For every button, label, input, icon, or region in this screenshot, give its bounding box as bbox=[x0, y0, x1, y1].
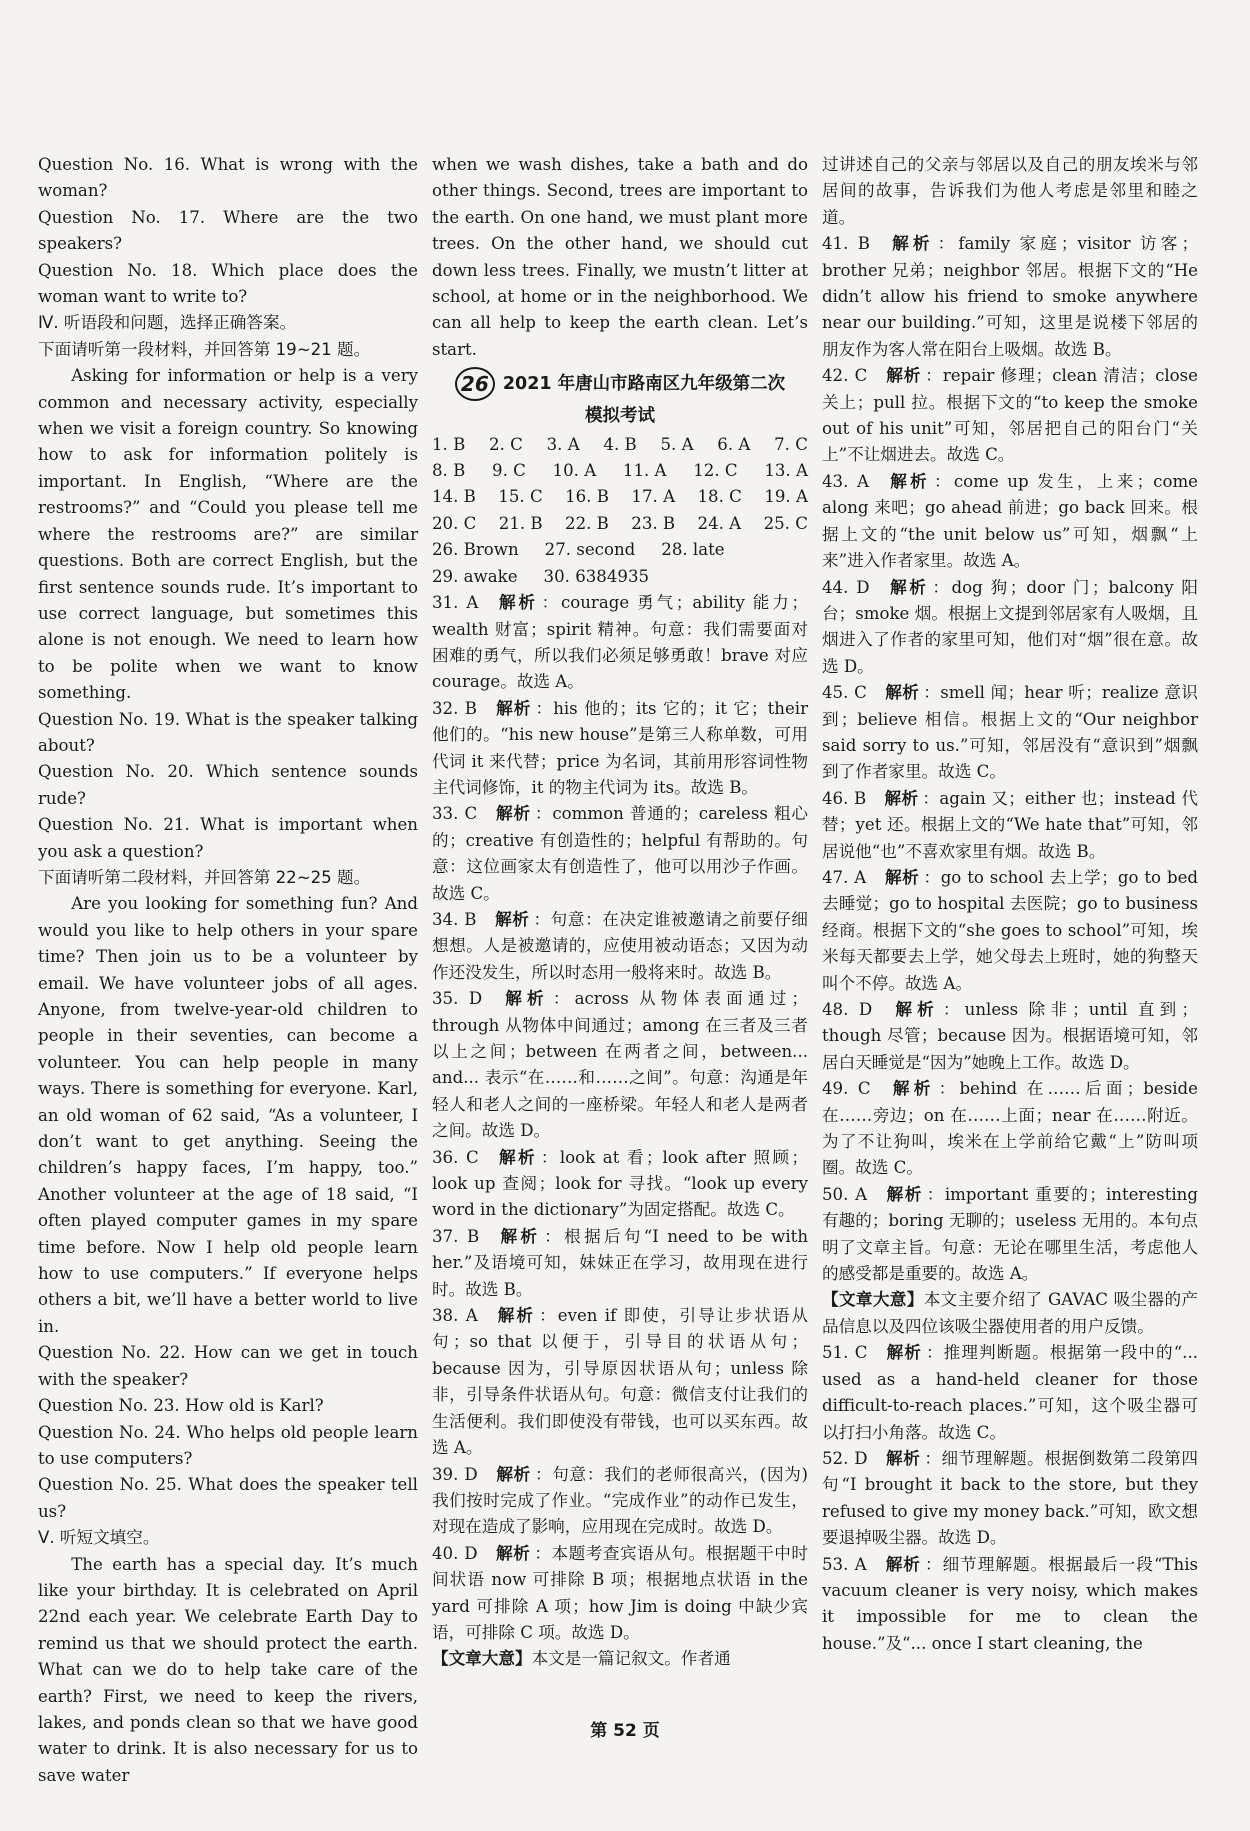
column-middle bbox=[432, 152, 808, 1673]
explanation-text: family 家庭；visitor 访客；brother 兄弟；neighbor 邻居。根据下文的“He didn’t allow his friend to smoke anywhere near our building.”可知，这里是说楼下邻居的朋友作为客人常在阳台上吸烟。故选 B。 bbox=[822, 234, 1199, 359]
colon-separator: ： bbox=[534, 804, 553, 824]
answer-row bbox=[432, 511, 808, 537]
explanation-item bbox=[432, 1145, 808, 1224]
colon-separator: ： bbox=[534, 1464, 553, 1484]
answer-cell: 6. A bbox=[717, 434, 751, 454]
question-25: Question No. 25. What does the speaker tell us? bbox=[38, 1475, 418, 1521]
explanation-item bbox=[822, 786, 1198, 865]
answer-cell: 5. A bbox=[660, 434, 694, 454]
answer-cell: 15. C bbox=[498, 487, 543, 507]
explanation-text: come up 发生，上来；come along 来吧；go ahead 前进；go back 回来。根据上文的“the unit below us”可知，烟飘“上来”进入作者家里。故选 A。 bbox=[822, 471, 1199, 571]
answer-row bbox=[432, 484, 808, 510]
answer-cell: 7. C bbox=[774, 434, 808, 454]
colon-separator: ： bbox=[544, 1226, 565, 1246]
passage-earth-day-continued: when we wash dishes, take a bath and do other things. Second, trees are important to the earth. On one hand, we must plant more trees. On the other hand, we should cut down less trees. Finally, we mustn’t litter at school, at home or in the neighborhood. We can all help to keep the earth clean. Let’s start. bbox=[432, 155, 808, 359]
section-iv-heading: Ⅳ. 听语段和问题，选择正确答案。 bbox=[38, 313, 297, 333]
passage-volunteer: Are you looking for something fun? And would you like to help others in your spare time? Then join us to be a volunteer by email. We have volunteer jobs of all ages. Anyone, from twelve-year-old children to people in their seventies, can become a volunteer. You can help people in many ways. There is something for everyone. Karl, an old woman of 62 said, “As a volunteer, I don’t want to get anything. Seeing the children’s happy faces, I’m happy, too.” Another volunteer at the age of 18 said, “I often played computer games in my spare time before. Now I help old people learn how to use computers.” If everyone helps others a bit, we’ll have a better world to live in. bbox=[38, 894, 418, 1336]
explanation-text: behind 在……后面；beside 在……旁边；on 在……上面；near 在……附近。为了不让狗叫，埃米在上学前给它戴“上”防叫项圈。故选 C。 bbox=[822, 1079, 1199, 1178]
explanation-item bbox=[432, 1303, 808, 1461]
answer-number: 49. C bbox=[822, 1079, 871, 1099]
answer-number: 45. C bbox=[822, 683, 867, 703]
explanation-label: 解析 bbox=[885, 1343, 922, 1363]
answer-number: 46. B bbox=[822, 788, 867, 808]
explanation-text: repair 修理；clean 清洁；close 关上；pull 拉。根据下文的“to keep the smoke out of his unit”可知，邻居把自己的阳台门“关上”不让烟进去。故选 C。 bbox=[822, 366, 1198, 465]
answer-cell: 17. A bbox=[631, 487, 676, 507]
explanation-text: important 重要的；interesting 有趣的；boring 无聊的；useless 无用的。本句点明了文章主旨。句意：无论在哪里生活，考虑他人的感受都是重要的。故选 A。 bbox=[822, 1184, 1198, 1284]
question-22: Question No. 22. How can we get in touch with the speaker? bbox=[38, 1343, 418, 1389]
answer-number: 37. B bbox=[432, 1226, 480, 1246]
answer-cell: 24. A bbox=[697, 513, 742, 533]
answer-number: 43. A bbox=[822, 471, 869, 491]
explanation-text: 根据后句“I need to be with her.”及语境可知，妹妹正在学习，故用现在进行时。故选 B。 bbox=[432, 1226, 809, 1299]
explanation-item bbox=[432, 986, 808, 1144]
colon-separator: ： bbox=[932, 577, 952, 597]
column-right bbox=[822, 152, 1198, 1657]
answer-cell: 26. Brown bbox=[432, 540, 519, 560]
colon-separator: ： bbox=[923, 867, 941, 887]
explanation-item bbox=[822, 1446, 1198, 1552]
explanation-text: 句意：在决定谁被邀请之前要仔细想想。人是被邀请的，应使用被动语态；又因为动作还没发生，所以时态用一般将来时。故选 B。 bbox=[432, 909, 809, 982]
answer-cell: 18. C bbox=[697, 487, 742, 507]
article-summary-right bbox=[822, 1287, 1198, 1340]
answer-number: 36. C bbox=[432, 1147, 479, 1167]
explanation-text: smell 闻；hear 听；realize 意识到；believe 相信。根据上文的“Our neighbor said sorry to us.”可知，邻居没有“意识到”烟飘到了作者家里。故选 C。 bbox=[822, 683, 1198, 782]
question-19: Question No. 19. What is the speaker talking about? bbox=[38, 709, 418, 755]
explanation-text: courage 勇气；ability 能力；wealth 财富；spirit 精神。句意：我们需要面对困难的勇气，所以我们必须足够勇敢！brave 对应 courage。故选 A。 bbox=[432, 593, 808, 692]
explanation-text: 本题考查宾语从句。根据题干中时间状语 now 可排除 B 项；根据地点状语 in the yard 可排除 A 项；how Jim is doing 中缺少宾语，可排除 C 项。故选 D。 bbox=[432, 1543, 809, 1642]
explanation-text: common 普通的；careless 粗心的；creative 有创造性的；helpful 有帮助的。句意：这位画家太有创造性了，他可以用沙子作画。故选 C。 bbox=[432, 804, 809, 903]
explanation-label: 解析 bbox=[885, 1184, 923, 1204]
colon-separator: ： bbox=[924, 1448, 942, 1468]
explanation-label: 解析 bbox=[886, 471, 930, 491]
explanation-text: again 又；either 也；instead 代替；yet 还。根据上文的“We hate that”可知，邻居说他“也”不喜欢家里有烟。故选 B。 bbox=[822, 788, 1199, 861]
answer-number: 32. B bbox=[432, 698, 477, 718]
explanation-label: 解析 bbox=[890, 1000, 939, 1019]
summary-label: 【文章大意】 bbox=[822, 1290, 924, 1310]
explanation-item bbox=[822, 231, 1198, 363]
explanation-label: 解析 bbox=[887, 577, 929, 597]
explanation-label: 解析 bbox=[495, 804, 531, 824]
explanation-text: look at 看；look after 照顾；look up 查阅；look for 寻找。“look up every word in the dictionary”为固定搭配。故选 C。 bbox=[432, 1147, 808, 1220]
answer-cell: 4. B bbox=[603, 434, 637, 454]
explanation-label: 解析 bbox=[885, 366, 922, 386]
listening-instruction-1: 下面请听第一段材料，并回答第 19~21 题。 bbox=[38, 339, 371, 359]
summary-label: 【文章大意】 bbox=[432, 1649, 532, 1669]
explanation-text: across 从物体表面通过；through 从物体中间通过；among 在三者及三者以上之间；between 在两者之间，between... and... 表示“在……和……之间”。句意：沟通是年轻人和老人之间的一座桥梁。年轻人和老人是两者之间。故选 D。 bbox=[432, 989, 809, 1141]
section-v-heading: Ⅴ. 听短文填空。 bbox=[38, 1528, 160, 1548]
answer-row bbox=[432, 537, 808, 563]
question-21: Question No. 21. What is important when you ask a question? bbox=[38, 815, 418, 861]
explanation-item bbox=[432, 590, 808, 696]
colon-separator: ： bbox=[937, 234, 959, 254]
answer-number: 44. D bbox=[822, 577, 870, 597]
exam-heading bbox=[432, 367, 808, 401]
explanation-item bbox=[432, 1541, 808, 1647]
answer-number: 34. B bbox=[432, 909, 477, 929]
explanation-item bbox=[432, 907, 808, 986]
explanation-item bbox=[432, 801, 808, 907]
answer-cell: 27. second bbox=[544, 540, 636, 560]
answer-cell: 14. B bbox=[432, 487, 476, 507]
answer-cell: 1. B bbox=[432, 434, 466, 454]
page-number: 第 52 页 bbox=[590, 1721, 660, 1741]
summary-text: 本文是一篇记叙文。作者通 bbox=[531, 1649, 731, 1669]
explanation-label: 解析 bbox=[494, 909, 530, 929]
explanation-label: 解析 bbox=[495, 1306, 536, 1326]
answer-cell: 21. B bbox=[498, 513, 543, 533]
answer-number: 41. B bbox=[822, 234, 870, 254]
answer-cell: 11. A bbox=[622, 461, 667, 481]
answer-number: 38. A bbox=[432, 1306, 478, 1326]
answer-cell: 30. 6384935 bbox=[543, 566, 650, 586]
passage-asking-for-help: Asking for information or help is a very common and necessary activity, especially when we visit a foreign country. So knowing how to ask for information politely is important. In English, “Where are the restrooms?” and “Could you please tell me where the restrooms are?” are similar questions. Both are correct English, but the first sentence sounds rude. It’s important to use correct language, but sometimes this alone is not enough. We need to learn how to be polite when we want to know something. bbox=[38, 366, 418, 703]
question-17: Question No. 17. Where are the two speakers? bbox=[38, 207, 418, 254]
explanation-list-right-a bbox=[822, 231, 1198, 1287]
answer-cell: 29. awake bbox=[432, 566, 518, 586]
question-23: Question No. 23. How old is Karl? bbox=[38, 1396, 324, 1416]
explanation-item bbox=[822, 680, 1198, 786]
question-24: Question No. 24. Who helps old people learn to use computers? bbox=[38, 1422, 418, 1468]
explanation-label: 解析 bbox=[884, 788, 919, 808]
column-left bbox=[38, 152, 418, 1789]
answer-cell: 3. A bbox=[546, 434, 580, 454]
explanation-text: 细节理解题。根据最后一段“This vacuum cleaner is very noisy, which makes it impossible for me to clean the house.”及“... once I start cleaning, the bbox=[822, 1554, 1199, 1653]
explanation-label: 解析 bbox=[884, 1554, 921, 1574]
answer-row bbox=[432, 564, 808, 590]
explanation-label: 解析 bbox=[495, 1464, 531, 1484]
explanation-label: 解析 bbox=[885, 1448, 921, 1468]
answer-cell: 12. C bbox=[693, 461, 738, 481]
answer-cell: 25. C bbox=[763, 513, 808, 533]
colon-separator: ： bbox=[541, 593, 561, 613]
colon-separator: ： bbox=[534, 1543, 552, 1563]
passage-earth-day: The earth has a special day. It’s much like your birthday. It is celebrated on April 22nd each year. We celebrate Earth Day to remind us that we should protect the earth. What can we do to help take care of the earth? First, we need to keep the rivers, lakes, and ponds clean so that we have good water to drink. It is also necessary for us to save water bbox=[38, 1554, 418, 1785]
answer-row bbox=[432, 432, 808, 458]
explanation-text: his 他的；its 它的；it 它；their 他们的。“his new house”是第三人称单数，可用代词 it 来代替；price 为名词，其前用形容词性物主代词修饰，it 的物主代词为 its。故选 B。 bbox=[432, 698, 809, 797]
exam-title-line1: 2021 年唐山市路南区九年级第二次 bbox=[502, 374, 786, 395]
colon-separator: ： bbox=[552, 989, 575, 1009]
answer-number: 39. D bbox=[432, 1464, 478, 1484]
explanation-label: 解析 bbox=[884, 867, 920, 887]
explanation-item bbox=[822, 363, 1198, 469]
explanation-item bbox=[432, 696, 808, 802]
answer-cell: 10. A bbox=[552, 461, 597, 481]
explanation-label: 解析 bbox=[494, 698, 532, 718]
colon-separator: ： bbox=[533, 909, 551, 929]
exam-title-line2: 模拟考试 bbox=[585, 406, 655, 427]
listening-instruction-2: 下面请听第二段材料，并回答第 22~25 题。 bbox=[38, 867, 371, 887]
answer-number: 51. C bbox=[822, 1343, 868, 1363]
colon-separator: ： bbox=[535, 698, 554, 718]
answer-cell: 28. late bbox=[661, 540, 725, 560]
explanation-item bbox=[822, 1552, 1198, 1658]
explanation-label: 解析 bbox=[496, 593, 538, 613]
explanation-text: unless 除非；until 直到；though 尽管；because 因为。根据语境可知，邻居白天睡觉是“因为”她晚上工作。故选 D。 bbox=[822, 1000, 1199, 1072]
explanation-text: dog 狗；door 门；balcony 阳台；smoke 烟。根据上文提到邻居家有人吸烟，且烟进入了作者的家里可知，他们对“烟”很在意。故选 D。 bbox=[822, 577, 1199, 676]
answer-number: 50. A bbox=[822, 1184, 868, 1204]
explanation-label: 解析 bbox=[500, 989, 549, 1009]
answer-number: 31. A bbox=[432, 593, 479, 613]
question-20: Question No. 20. Which sentence sounds rude? bbox=[38, 762, 418, 808]
colon-separator: ： bbox=[925, 366, 943, 386]
explanation-item bbox=[822, 1182, 1198, 1288]
colon-separator: ： bbox=[923, 683, 941, 703]
explanation-label: 解析 bbox=[888, 1079, 935, 1099]
exam-number-badge: 26 bbox=[455, 367, 495, 401]
explanation-item bbox=[822, 997, 1198, 1076]
answer-number: 52. D bbox=[822, 1448, 868, 1468]
answer-cell: 22. B bbox=[565, 513, 609, 533]
explanation-label: 解析 bbox=[884, 683, 920, 703]
colon-separator: ： bbox=[934, 471, 954, 491]
colon-separator: ： bbox=[938, 1079, 960, 1099]
explanation-text: 句意：我们的老师很高兴，(因为)我们按时完成了作业。“完成作业”的动作已发生，对现在造成了影响，应用现在完成时。故选 D。 bbox=[432, 1464, 809, 1537]
answer-row bbox=[432, 458, 808, 484]
explanation-list-middle bbox=[432, 590, 808, 1646]
explanation-text: 细节理解题。根据倒数第二段第四句“I brought it back to the store, but they refused to give my money back.”可知，欧文想要退掉吸尘器。故选 D。 bbox=[822, 1448, 1199, 1548]
colon-separator: ： bbox=[926, 1184, 945, 1204]
answer-number: 53. A bbox=[822, 1554, 867, 1574]
colon-separator: ： bbox=[925, 1343, 944, 1363]
summary-text: 本文主要介绍了 GAVAC 吸尘器的产品信息以及四位该吸尘器使用者的用户反馈。 bbox=[822, 1290, 1199, 1336]
explanation-item bbox=[822, 1076, 1198, 1182]
answer-cell: 20. C bbox=[432, 513, 477, 533]
explanation-text: go to school 去上学；go to bed 去睡觉；go to hospital 去医院；go to business 经商。根据下文的“she goes to school”可知，埃米每天都要去上学，她父母去上班时，她的狗整天叫个不停。故选 A。 bbox=[822, 867, 1199, 993]
question-16: Question No. 16. What is wrong with the woman? bbox=[38, 155, 418, 201]
answer-number: 33. C bbox=[432, 804, 478, 824]
summary-continued: 过讲述自己的父亲与邻居以及自己的朋友埃米与邻居间的故事，告诉我们为他人考虑是邻里和睦之道。 bbox=[822, 155, 1198, 227]
question-18: Question No. 18. Which place does the woman want to write to? bbox=[38, 260, 418, 307]
answer-cell: 2. C bbox=[489, 434, 523, 454]
colon-separator: ： bbox=[922, 788, 940, 808]
explanation-label: 解析 bbox=[495, 1543, 531, 1563]
explanation-label: 解析 bbox=[888, 234, 934, 254]
answer-number: 40. D bbox=[432, 1543, 478, 1563]
explanation-item bbox=[432, 1462, 808, 1541]
explanation-item bbox=[432, 1224, 808, 1303]
explanation-item bbox=[822, 865, 1198, 997]
explanation-list-right-b bbox=[822, 1340, 1198, 1657]
answer-number: 47. A bbox=[822, 867, 867, 887]
answer-number: 48. D bbox=[822, 1000, 873, 1019]
explanation-item bbox=[822, 469, 1198, 575]
explanation-item bbox=[822, 1340, 1198, 1446]
answer-number: 35. D bbox=[432, 989, 483, 1009]
answer-cell: 23. B bbox=[631, 513, 676, 533]
explanation-label: 解析 bbox=[497, 1226, 541, 1246]
answer-cell: 8. B bbox=[432, 461, 466, 481]
answer-cell: 9. C bbox=[492, 461, 526, 481]
colon-separator: ： bbox=[540, 1147, 560, 1167]
answer-key bbox=[432, 432, 808, 590]
colon-separator: ： bbox=[924, 1554, 943, 1574]
explanation-text: even if 即使，引导让步状语从句；so that 以便于，引导目的状语从句；because 因为，引导原因状语从句；unless 除非，引导条件状语从句。句意：微信支付让我们的生活便利。我们即使没有带钱，也可以买东西。故选 A。 bbox=[432, 1306, 809, 1458]
answer-cell: 19. A bbox=[764, 487, 808, 507]
article-summary-middle bbox=[432, 1646, 808, 1672]
answer-cell: 13. A bbox=[764, 461, 808, 481]
colon-separator: ： bbox=[942, 1000, 965, 1019]
explanation-label: 解析 bbox=[496, 1147, 537, 1167]
answer-number: 42. C bbox=[822, 366, 868, 386]
answer-cell: 16. B bbox=[565, 487, 609, 507]
explanation-item bbox=[822, 575, 1198, 681]
explanation-text: 推理判断题。根据第一段中的“... used as a hand-held cleaner for those difficult-to-reach places.”可知，这个吸尘器可以打扫小角落。故选 C。 bbox=[822, 1343, 1199, 1442]
colon-separator: ： bbox=[539, 1306, 558, 1326]
